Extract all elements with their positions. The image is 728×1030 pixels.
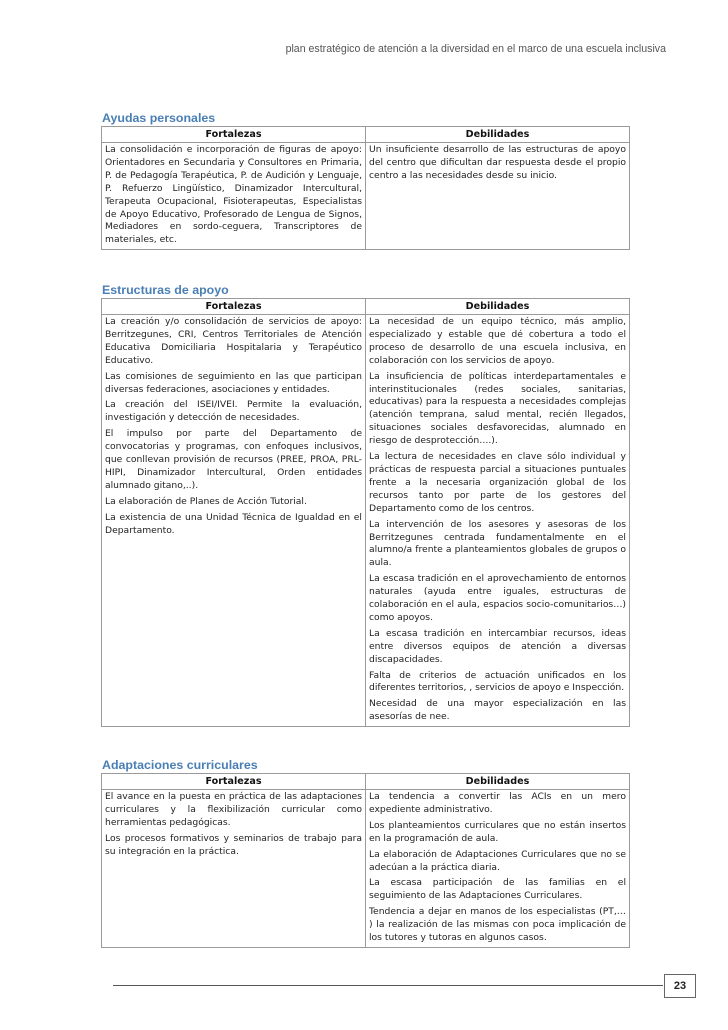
page-number: 23 (664, 974, 696, 998)
running-header: plan estratégico de atención a la diversidad en el marco de una escuela inclusiva (285, 43, 666, 55)
fortaleza-item: La elaboración de Planes de Acción Tutorial. (105, 495, 307, 507)
debilidad-item: Necesidad de una mayor especialización en las asesorías de nee. (369, 698, 626, 723)
fortaleza-item: Los procesos formativos y seminarios de trabajo para su integración en la práctica. (105, 832, 362, 857)
fortaleza-item: La consolidación e incorporación de figuras de apoyo: Orientadores en Secundaria y Consultores en Primaria, P. de Pedagogía Terapéutica, P. de Audición y Lenguaje, P. Refuerzo Lingüístico, Dinamizador Intercultural, Terapeuta Ocupacional, Fisioterapeutas, Especialistas de Apoyo Educativo, Profesorado de Lengua de Signos, Mediadores en sordo-ceguera, Transcriptores de materiales, etc. (105, 144, 362, 246)
debilidades-cell (366, 315, 630, 727)
debilidad-item: Falta de criterios de actuación unificados en los diferentes territorios, , servicios de apoyo e Inspección. (369, 669, 626, 694)
debilidad-item: Los planteamientos curriculares que no están insertos en la programación de aula. (369, 819, 626, 844)
section-title: Adaptaciones curriculares (102, 758, 258, 772)
fortaleza-item: Las comisiones de seguimiento en las que participan diversas federaciones, asociaciones y entidades. (105, 370, 362, 395)
debilidad-item: La tendencia a convertir las ACIs en un mero expediente administrativo. (369, 791, 626, 815)
fortalezas-cell (102, 790, 366, 948)
section-ayudas-personales (101, 111, 629, 250)
debilidades-cell (366, 143, 630, 250)
section-title: Estructuras de apoyo (102, 283, 229, 297)
debilidad-item: La lectura de necesidades en clave sólo individual y prácticas de respuesta parcial a situaciones puntuales frente a la necesaria organización global de los recursos tanto por parte de los gestores del Departamento como de los centros. (369, 451, 626, 514)
section-title: Ayudas personales (102, 111, 216, 125)
section-adaptaciones-curriculares (101, 758, 629, 948)
column-header-debilidades: Debilidades (366, 127, 630, 143)
debilidad-item: La escasa tradición en intercambiar recursos, ideas entre diversos equipos de atención a diversas discapacidades. (369, 627, 626, 665)
fortaleza-item: La creación y/o consolidación de servicios de apoyo: Berritzegunes, CRI, Centros Territoriales de Atención Educativa Domiciliaria Hospitalaria y Terapéutico Educativo. (105, 316, 362, 366)
fortalezas-cell (102, 143, 366, 250)
section-estructuras-de-apoyo (101, 283, 629, 727)
fortaleza-item: El impulso por parte del Departamento de convocatorias y programas, con enfoques inclusivos, que conllevan provisión de recursos (PREE, PROA, PRL-HIPI, Dinamizador Intercultural, Orden entidades alumnado gitano,..). (105, 428, 362, 491)
column-header-fortalezas: Fortalezas (102, 299, 366, 315)
column-header-debilidades: Debilidades (366, 774, 630, 790)
debilidades-cell (366, 790, 630, 948)
column-header-fortalezas: Fortalezas (102, 774, 366, 790)
debilidad-item: La escasa tradición en el aprovechamiento de entornos naturales (ayuda entre iguales, estructuras de colaboración en el aula, espacios socio-comunitarios…) como apoyos. (369, 573, 626, 623)
swot-table (101, 773, 630, 948)
debilidad-item: La escasa participación de las familias en el seguimiento de las Adaptaciones Curriculares. (369, 877, 626, 902)
fortaleza-item: El avance en la puesta en práctica de las adaptaciones curriculares y la flexibilización curricular como herramientas pedagógicas. (105, 791, 362, 828)
column-header-fortalezas: Fortalezas (102, 127, 366, 143)
footer-rule (113, 985, 663, 986)
fortalezas-cell (102, 315, 366, 727)
debilidad-item: La intervención de los asesores y asesoras de los Berritzegunes centrada fundamentalmente en el alumno/a frente a planteamientos globales de grupos o aula. (369, 518, 626, 569)
fortaleza-item: La creación del ISEI/IVEI. Permite la evaluación, investigación y detección de necesidades. (105, 399, 362, 424)
column-header-debilidades: Debilidades (366, 299, 630, 315)
swot-table (101, 298, 630, 727)
fortaleza-item: La existencia de una Unidad Técnica de Igualdad en el Departamento. (105, 511, 362, 536)
debilidad-item: Tendencia a dejar en manos de los especialistas (PT,… ) la realización de las mismas con poca implicación de los tutores y tutoras en algunos casos. (369, 906, 626, 944)
debilidad-item: La elaboración de Adaptaciones Curriculares que no se adecúan a la práctica diaria. (369, 848, 626, 873)
debilidad-item: Un insuficiente desarrollo de las estructuras de apoyo del centro que dificultan dar respuesta desde el propio centro a las necesidades desde su inicio. (369, 144, 626, 181)
debilidad-item: La necesidad de un equipo técnico, más amplio, especializado y estable que dé cobertura a todo el proceso de desarrollo de una escuela inclusiva, en colaboración con los servicios de apoyo. (369, 316, 626, 366)
swot-table (101, 126, 630, 250)
debilidad-item: La insuficiencia de políticas interdepartamentales e interinstitucionales (redes sociales, sanitarias, educativas) para la respuesta a necesidades complejas (atención temprana, salud mental, recién llegados, situaciones sociales desfavorecidas, alumnado en riesgo de desprotección….). (369, 370, 626, 447)
